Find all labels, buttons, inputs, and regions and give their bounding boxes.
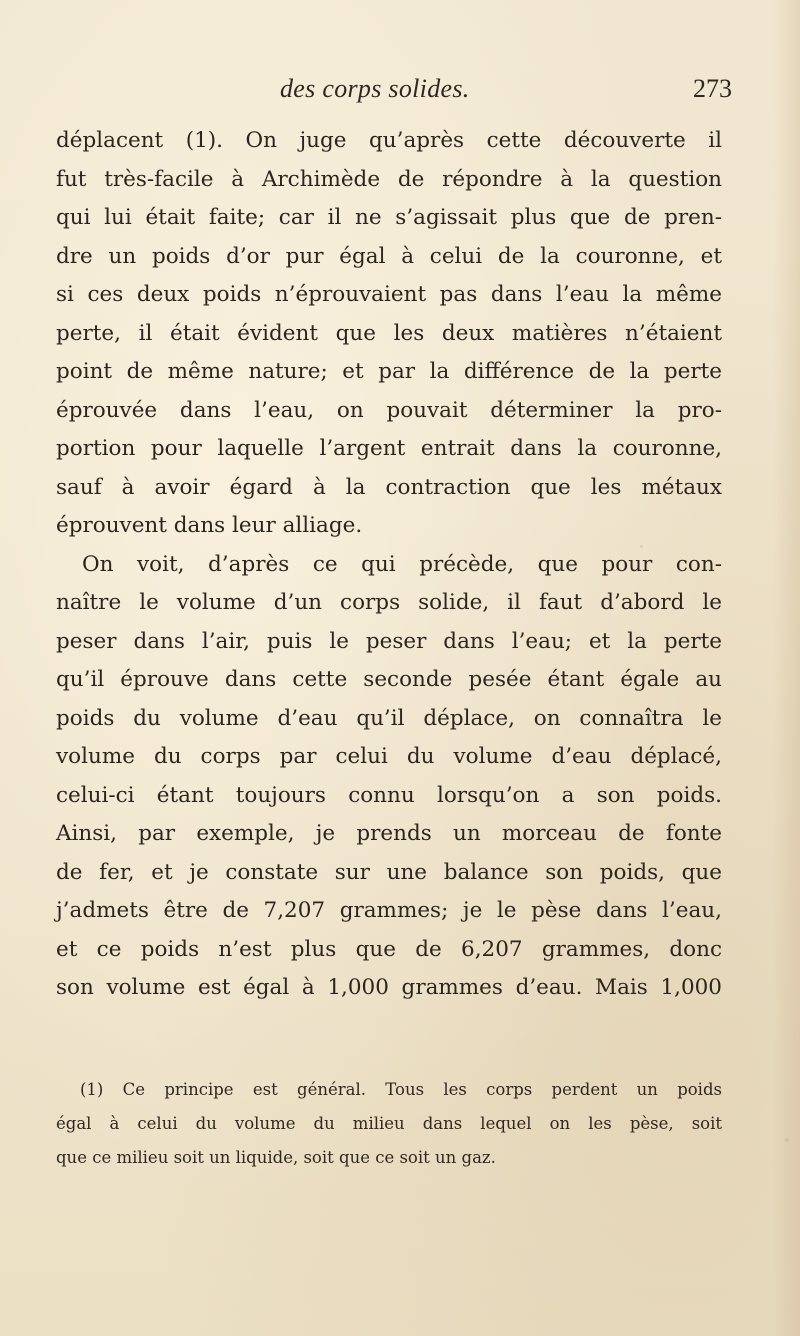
footnote-line: que ce milieu soit un liquide, soit que ce soit un gaz. (56, 1148, 496, 1167)
text-line: celui-ci étant toujours connu lorsqu’on a son poids. (56, 782, 722, 808)
text-line: naître le volume d’un corps solide, il faut d’abord le (56, 590, 722, 615)
text-line: éprouvée dans l’eau, on pouvait déterminer la pro- (56, 397, 722, 423)
text-line: dre un poids d’or pur égal à celui de la couronne, et (56, 243, 722, 269)
page-edge-shadow (772, 0, 800, 1336)
text-line: perte, il était évident que les deux matières n’étaient (56, 320, 722, 346)
text-line: déplacent (1). On juge qu’après cette découverte il (56, 128, 722, 153)
text-line: et ce poids n’est plus que de 6,207 grammes, donc (56, 936, 722, 962)
paragraph-end-line: éprouvent dans leur alliage. (56, 513, 363, 538)
footnote-line: égal à celui du volume du milieu dans lequel on les pèse, soit (56, 1114, 722, 1133)
text-line: sauf à avoir égard à la contraction que les métaux (56, 474, 722, 500)
text-line: si ces deux poids n’éprouvaient pas dans l’eau la même (56, 282, 722, 307)
paper-speck (640, 545, 643, 548)
footnote (56, 1073, 722, 1175)
paragraph-start-line: On voit, d’après ce qui précède, que pour con- (82, 551, 722, 577)
page-number: 273 (693, 74, 732, 103)
text-line: peser dans l’air, puis le peser dans l’eau; et la perte (56, 628, 722, 654)
text-line: son volume est égal à 1,000 grammes d’eau. Mais 1,000 (56, 975, 722, 1000)
page-header (56, 74, 732, 108)
text-line: j’admets être de 7,207 grammes; je le pèse dans l’eau, (56, 898, 722, 923)
text-line: Ainsi, par exemple, je prends un morceau de fonte (56, 821, 722, 846)
text-line: portion pour laquelle l’argent entrait dans la couronne, (56, 436, 722, 461)
footnote-line: (1) Ce principe est général. Tous les corps perdent un poids (80, 1080, 722, 1099)
paper-speck (785, 1138, 789, 1142)
text-line: de fer, et je constate sur une balance son poids, que (56, 859, 722, 885)
text-line: point de même nature; et par la différence de la perte (56, 359, 722, 384)
text-line: qu’il éprouve dans cette seconde pesée étant égale au (56, 667, 722, 692)
text-line: qui lui était faite; car il ne s’agissait plus que de pren- (56, 205, 722, 230)
body-text (56, 122, 722, 1008)
text-line: poids du volume d’eau qu’il déplace, on connaîtra le (56, 705, 722, 731)
text-line: fut très-facile à Archimède de répondre à la question (56, 166, 722, 192)
running-title: des corps solides. (280, 74, 470, 103)
text-line: volume du corps par celui du volume d’eau déplacé, (56, 744, 722, 769)
